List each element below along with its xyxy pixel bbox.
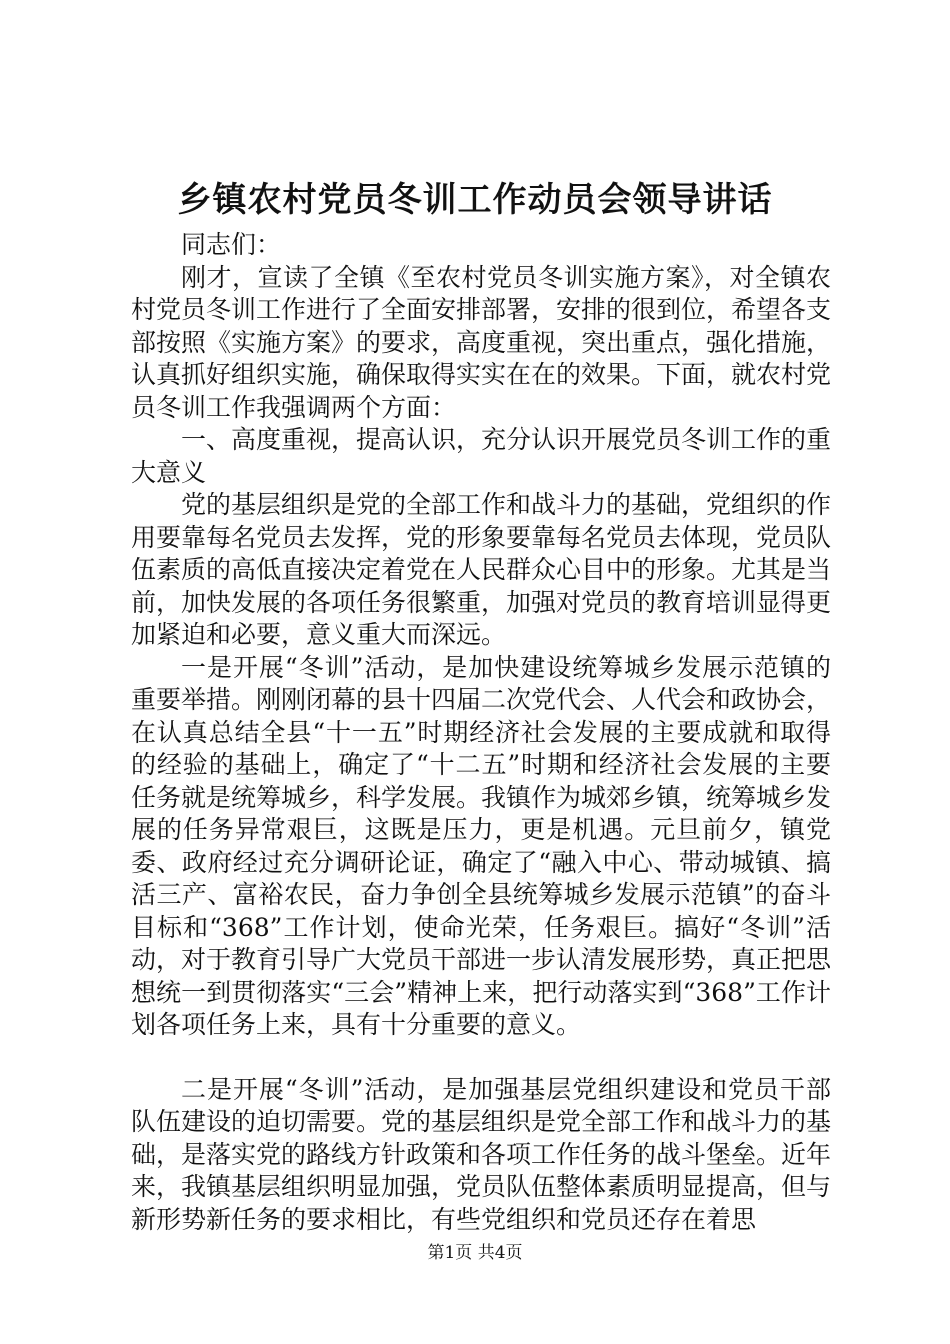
intro-paragraph: 刚才，宣读了全镇《至农村党员冬训实施方案》，对全镇农村党员冬训工作进行了全面安排部署，安排的很到位，希望各支部按照《实施方案》的要求，高度重视，突出重点，强化措施，认真抓好组织实施，确保取得实实在在的效果。下面，就农村党员冬训工作我强调两个方面： (131, 262, 832, 422)
salutation-paragraph: 同志们： (181, 230, 282, 259)
document-body (131, 229, 831, 1236)
body-paragraph: 二是开展“冬训”活动，是加强基层党组织建设和党员干部队伍建设的迫切需要。党的基层组织是党全部工作和战斗力的基础，是落实党的路线方针政策和各项工作任务的战斗堡垒。近年来，我镇基层组织明显加强，党员队伍整体素质明显提高，但与新形势新任务的要求相比，有些党组织和党员还存在着思 (131, 1074, 832, 1234)
document-title: 乡镇农村党员冬训工作动员会领导讲话 (177, 180, 773, 220)
section-heading: 一、高度重视，提高认识，充分认识开展党员冬训工作的重大意义 (131, 425, 832, 487)
page-number-footer: 第1页 共4页 (427, 1243, 523, 1263)
body-paragraph: 一是开展“冬训”活动，是加快建设统筹城乡发展示范镇的重要举措。刚刚闭幕的县十四届二次党代会、人代会和政协会，在认真总结全县“十一五”时期经济社会发展的主要成就和取得的经验的基础上，确定了“十二五”时期和经济社会发展的主要任务就是统筹城乡，科学发展。我镇作为城郊乡镇，统筹城乡发展的任务异常艰巨，这既是压力，更是机遇。元旦前夕，镇党委、政府经过充分调研论证，确定了“融入中心、带动城镇、搞活三产、富裕农民，奋力争创全县统筹城乡发展示范镇”的奋斗目标和“368”工作计划，使命光荣，任务艰巨。搞好“冬训”活动，对于教育引导广大党员干部进一步认清发展形势，真正把思想统一到贯彻落实“三会”精神上来，把行动落实到“368”工作计划各项任务上来，具有十分重要的意义。 (131, 652, 832, 1039)
body-paragraph: 党的基层组织是党的全部工作和战斗力的基础，党组织的作用要靠每名党员去发挥，党的形象要靠每名党员去体现，党员队伍素质的高低直接决定着党在人民群众心目中的形象。尤其是当前，加快发展的各项任务很繁重，加强对党员的教育培训显得更加紧迫和必要，意义重大而深远。 (131, 490, 832, 649)
